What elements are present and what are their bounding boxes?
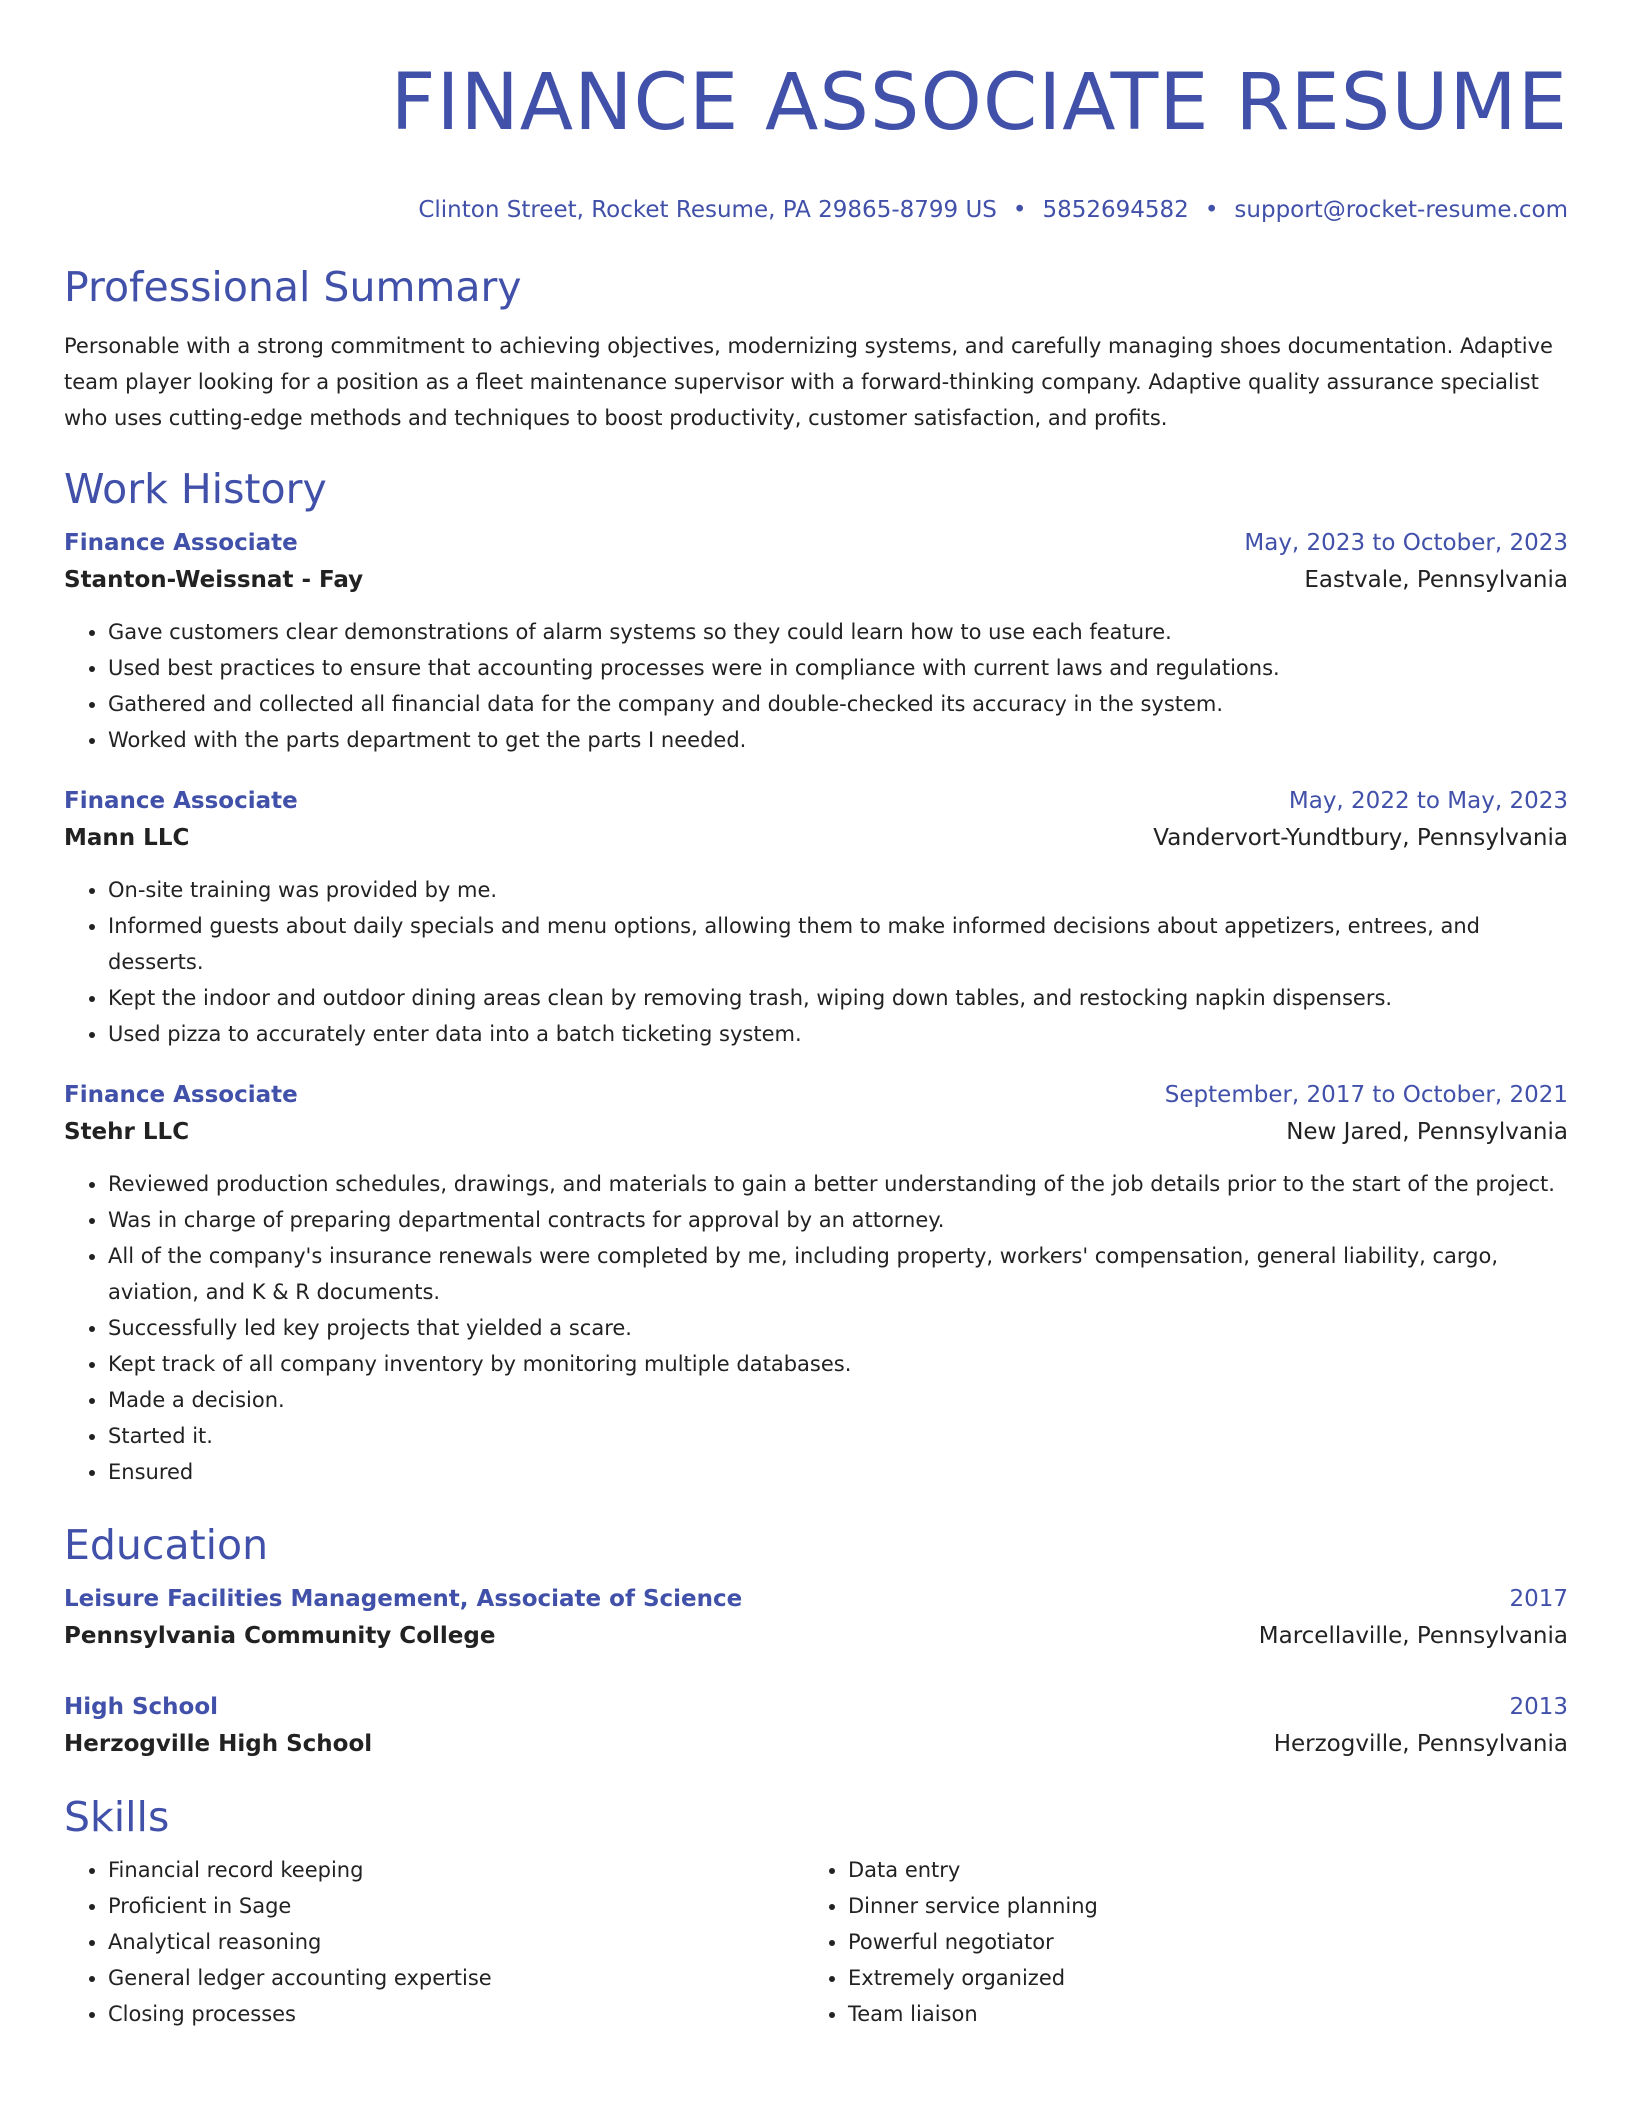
job-bullet: • Gathered and collected all financial data for the company and double-checked its accuracy in the system. — [108, 686, 1568, 722]
education-year: 2017 — [1509, 1586, 1568, 1612]
education-entry — [64, 1690, 1568, 1764]
job-bullets — [64, 872, 1568, 1052]
job-bullet: • Reviewed production schedules, drawings, and materials to gain a better understanding of the job details prior to the start of the project. — [108, 1166, 1568, 1202]
education-school: Herzogville High School — [64, 1731, 373, 1757]
job-bullet: • Gave customers clear demonstrations of alarm systems so they could learn how to use each feature. — [108, 614, 1568, 650]
job-bullet: • Kept track of all company inventory by monitoring multiple databases. — [108, 1346, 1568, 1382]
education-heading: Education — [64, 1521, 269, 1569]
skill-item: • Dinner service planning — [848, 1888, 1544, 1924]
job-bullet: • Informed guests about daily specials and menu options, allowing them to make informed decisions about appetizers, entrees, and desserts. — [108, 908, 1568, 980]
job-bullet: • Made a decision. — [108, 1382, 1568, 1418]
job-bullet: • Worked with the parts department to get the parts I needed. — [108, 722, 1568, 758]
job-title: Finance Associate — [64, 530, 298, 556]
job-bullet: • Ensured — [108, 1454, 1568, 1490]
skills-heading: Skills — [64, 1793, 170, 1841]
skill-item: • Powerful negotiator — [848, 1924, 1544, 1960]
job-dates: May, 2022 to May, 2023 — [1288, 788, 1568, 814]
job-dates: May, 2023 to October, 2023 — [1244, 530, 1568, 556]
skill-item: • Extremely organized — [848, 1960, 1544, 1996]
job-company: Stehr LLC — [64, 1119, 190, 1145]
skill-item: • Proficient in Sage — [108, 1888, 804, 1924]
job-bullets — [64, 614, 1568, 758]
skills-list-left — [64, 1852, 804, 2032]
skills-list-right — [804, 1852, 1544, 2032]
education-location: Marcellaville, Pennsylvania — [1258, 1623, 1568, 1649]
job-bullet: • Was in charge of preparing departmental contracts for approval by an attorney. — [108, 1202, 1568, 1238]
education-entry — [64, 1582, 1568, 1656]
summary-section — [64, 262, 1568, 436]
education-degree: Leisure Facilities Management, Associate of Science — [64, 1586, 743, 1612]
contact-phone: 5852694582 — [1042, 197, 1189, 223]
skill-item: • Analytical reasoning — [108, 1924, 804, 1960]
job-bullet: • Used best practices to ensure that accounting processes were in compliance with current laws and regulations. — [108, 650, 1568, 686]
job-bullet: • Started it. — [108, 1418, 1568, 1454]
job-title: Finance Associate — [64, 788, 298, 814]
skill-item: • Data entry — [848, 1852, 1544, 1888]
job-bullet: • Used pizza to accurately enter data into a batch ticketing system. — [108, 1016, 1568, 1052]
job-dates: September, 2017 to October, 2021 — [1164, 1082, 1568, 1108]
skill-item: • Closing processes — [108, 1996, 804, 2032]
contact-separator: • — [1012, 197, 1027, 223]
job-company: Mann LLC — [64, 825, 190, 851]
education-degree: High School — [64, 1694, 219, 1720]
education-section — [64, 1520, 1568, 1764]
work-heading: Work History — [64, 465, 327, 513]
contact-address: Clinton Street, Rocket Resume, PA 29865-8799 US — [418, 197, 997, 223]
job-entry — [64, 526, 1568, 758]
education-year: 2013 — [1509, 1694, 1568, 1720]
job-entry — [64, 1078, 1568, 1490]
skill-item: • General ledger accounting expertise — [108, 1960, 804, 1996]
job-bullet: • On-site training was provided by me. — [108, 872, 1568, 908]
skill-item: • Financial record keeping — [108, 1852, 804, 1888]
summary-text: Personable with a strong commitment to achieving objectives, modernizing systems, and carefully managing shoes documentation. Adaptive team player looking for a position as a fleet maintenance supervisor with a forward-thinking company. Adaptive quality assurance specialist who uses cutting-edge methods and techniques to boost productivity, customer satisfaction, and profits. — [64, 334, 1553, 430]
job-bullet: • Successfully led key projects that yielded a scare. — [108, 1310, 1568, 1346]
job-entry — [64, 784, 1568, 1052]
skills-column-right — [804, 1852, 1544, 2032]
contact-separator: • — [1204, 197, 1219, 223]
job-title: Finance Associate — [64, 1082, 298, 1108]
education-school: Pennsylvania Community College — [64, 1623, 496, 1649]
contact-email: support@rocket-resume.com — [1234, 197, 1568, 223]
skills-section — [64, 1792, 1568, 2032]
job-location: Vandervort-Yundtbury, Pennsylvania — [1153, 825, 1568, 851]
skills-columns — [64, 1852, 1568, 2032]
summary-heading: Professional Summary — [64, 263, 522, 311]
skill-item: • Team liaison — [848, 1996, 1544, 2032]
job-bullet: • All of the company's insurance renewals were completed by me, including property, workers' compensation, general liability, cargo, aviation, and K & R documents. — [108, 1238, 1568, 1310]
work-section — [64, 464, 1568, 1490]
job-bullet: • Kept the indoor and outdoor dining areas clean by removing trash, wiping down tables, and restocking napkin dispensers. — [108, 980, 1568, 1016]
skills-column-left — [64, 1852, 804, 2032]
education-location: Herzogville, Pennsylvania — [1273, 1731, 1568, 1757]
contact-line — [64, 196, 1568, 224]
job-company: Stanton-Weissnat - Fay — [64, 567, 364, 593]
job-location: New Jared, Pennsylvania — [1286, 1119, 1568, 1145]
resume-title: FINANCE ASSOCIATE RESUME — [390, 58, 1568, 148]
job-location: Eastvale, Pennsylvania — [1304, 567, 1568, 593]
job-bullets — [64, 1166, 1568, 1490]
